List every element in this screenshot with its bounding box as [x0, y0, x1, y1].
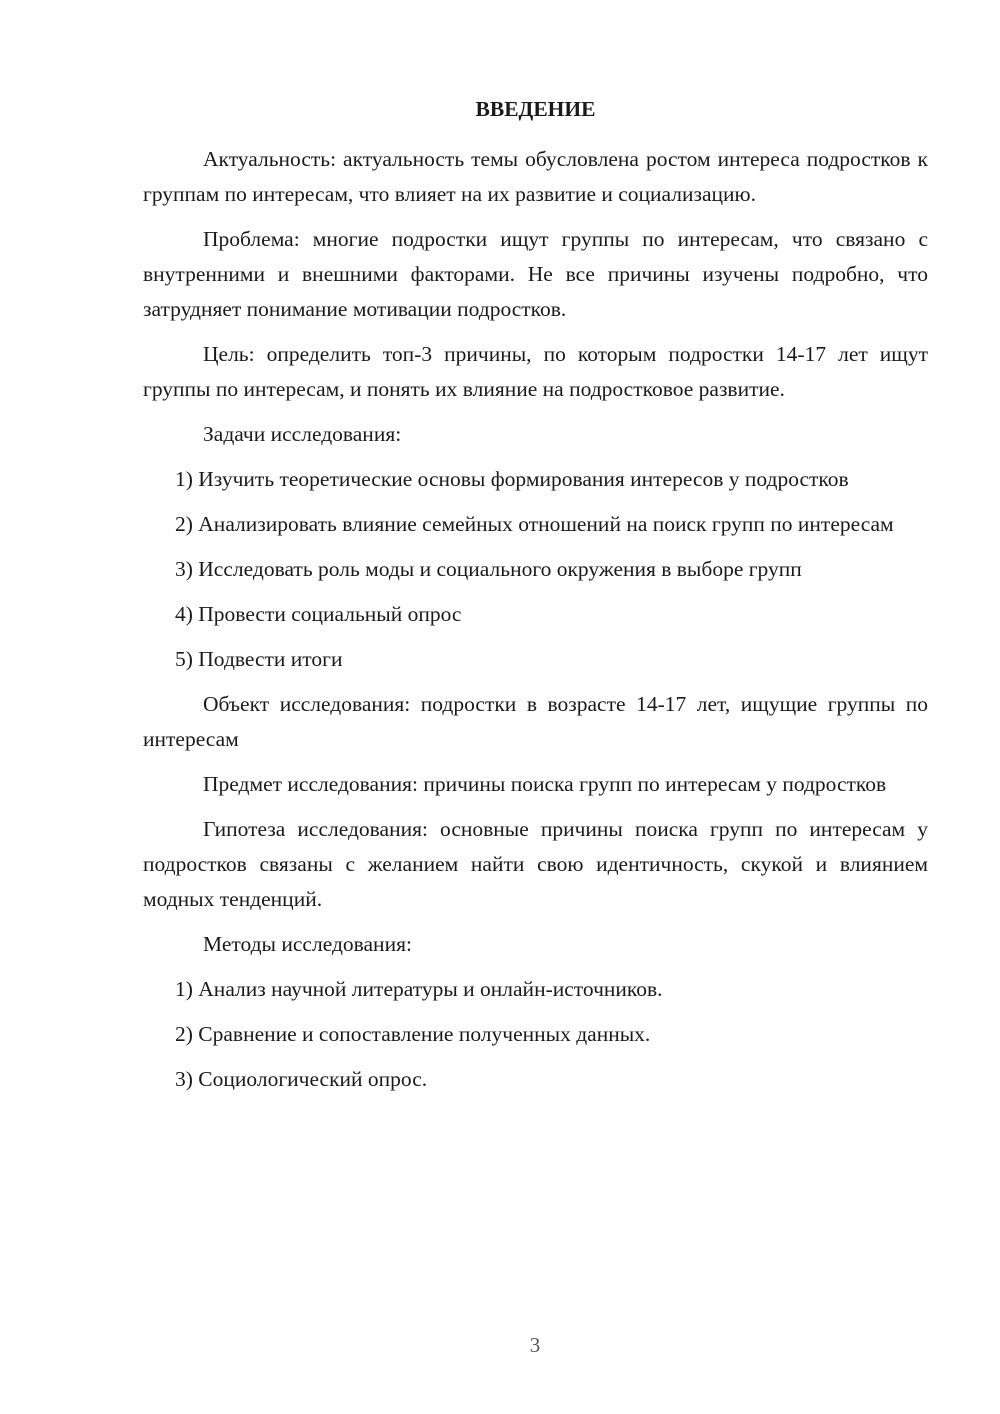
- goal-paragraph: Цель: определить топ-3 причины, по которым подростки 14-17 лет ищут группы по интересам, и понять их влияние на подростковое развитие.: [143, 342, 928, 401]
- task-item: 1) Изучить теоретические основы формирования интересов у подростков: [175, 467, 849, 491]
- method-item: 3) Социологический опрос.: [175, 1067, 428, 1091]
- page-title: ВВЕДЕНИЕ: [475, 97, 596, 121]
- hypothesis-paragraph: Гипотеза исследования: основные причины поиска групп по интересам у подростков связаны с желанием найти свою идентичность, скукой и влиянием модных тенденций.: [143, 817, 928, 911]
- object-paragraph: Объект исследования: подростки в возрасте 14-17 лет, ищущие группы по интересам: [143, 692, 928, 751]
- method-item: 2) Сравнение и сопоставление полученных данных.: [175, 1022, 651, 1046]
- page-number: 3: [529, 1333, 541, 1357]
- document-page: [143, 92, 928, 1107]
- task-item: 3) Исследовать роль моды и социального окружения в выборе групп: [175, 557, 802, 581]
- methods-heading: Методы исследования:: [203, 932, 412, 956]
- subject-paragraph: Предмет исследования: причины поиска групп по интересам у подростков: [203, 772, 887, 796]
- task-item: 5) Подвести итоги: [175, 647, 343, 671]
- tasks-heading: Задачи исследования:: [203, 422, 402, 446]
- method-item: 1) Анализ научной литературы и онлайн-источников.: [175, 977, 663, 1001]
- task-item: 4) Провести социальный опрос: [175, 602, 462, 626]
- problem-paragraph: Проблема: многие подростки ищут группы по интересам, что связано с внутренними и внешними факторами. Не все причины изучены подробно, что затрудняет понимание мотивации подростков.: [143, 227, 928, 321]
- relevance-paragraph: Актуальность: актуальность темы обусловлена ростом интереса подростков к группам по интересам, что влияет на их развитие и социализацию.: [143, 147, 928, 206]
- task-item: 2) Анализировать влияние семейных отношений на поиск групп по интересам: [175, 512, 894, 536]
